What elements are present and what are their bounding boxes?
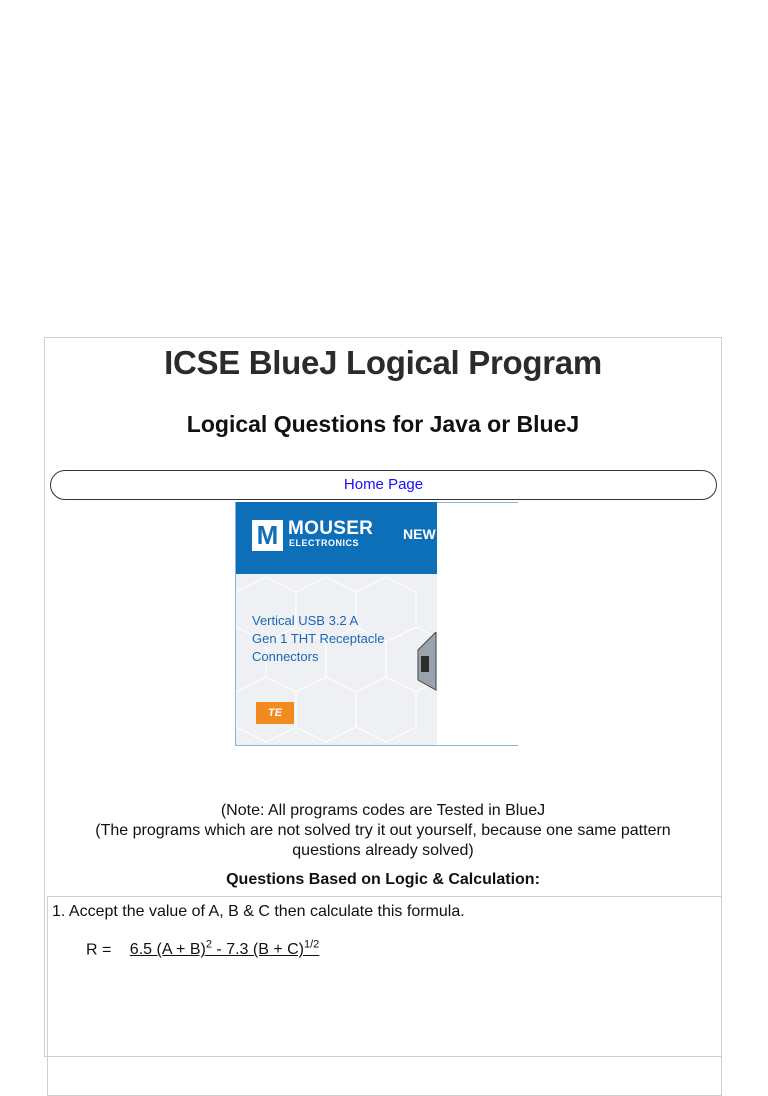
formula-lhs: R = (86, 941, 112, 959)
home-page-link[interactable]: Home Page (343, 476, 424, 493)
page-title: ICSE BlueJ Logical Program (164, 344, 602, 381)
question-text: 1. Accept the value of A, B & C then calculate this formula. (52, 903, 465, 920)
section-heading: Questions Based on Logic & Calculation: (226, 871, 540, 888)
formula-exponent: 2 (205, 939, 212, 951)
formula (86, 939, 319, 959)
advertisement-banner[interactable] (235, 502, 518, 746)
ad-new-tag: NEW (403, 526, 436, 542)
ad-panel (235, 502, 437, 746)
formula-exponent: 1/2 (304, 939, 320, 951)
ad-copy-line: Vertical USB 3.2 A (252, 613, 359, 628)
te-logo-icon: TE (256, 702, 294, 724)
note-text (45, 801, 721, 861)
mouser-logo-icon: M (252, 520, 283, 551)
question-item (47, 896, 722, 1096)
home-page-nav (50, 470, 717, 500)
formula-part: 6.5 (A + B) (129, 941, 206, 959)
ad-brand-sub: ELECTRONICS (289, 538, 360, 548)
content-container (44, 337, 722, 1057)
ad-brand: MOUSER (288, 518, 374, 539)
ad-copy (252, 612, 432, 666)
ad-header (236, 502, 437, 574)
formula-part: - 7.3 (B + C) (211, 941, 304, 959)
formula-expression (130, 941, 320, 958)
page-subtitle: Logical Questions for Java or BlueJ (186, 411, 580, 437)
note-line: questions already solved) (292, 842, 474, 859)
ad-frame (437, 502, 518, 746)
note-line: (The programs which are not solved try it out yourself, because one same pattern (95, 822, 671, 839)
usb-connector-icon (408, 632, 437, 692)
ad-copy-line: Gen 1 THT Receptacle (252, 631, 385, 646)
ad-copy-line: Connectors (252, 649, 319, 664)
note-line: (Note: All programs codes are Tested in BlueJ (220, 802, 546, 819)
